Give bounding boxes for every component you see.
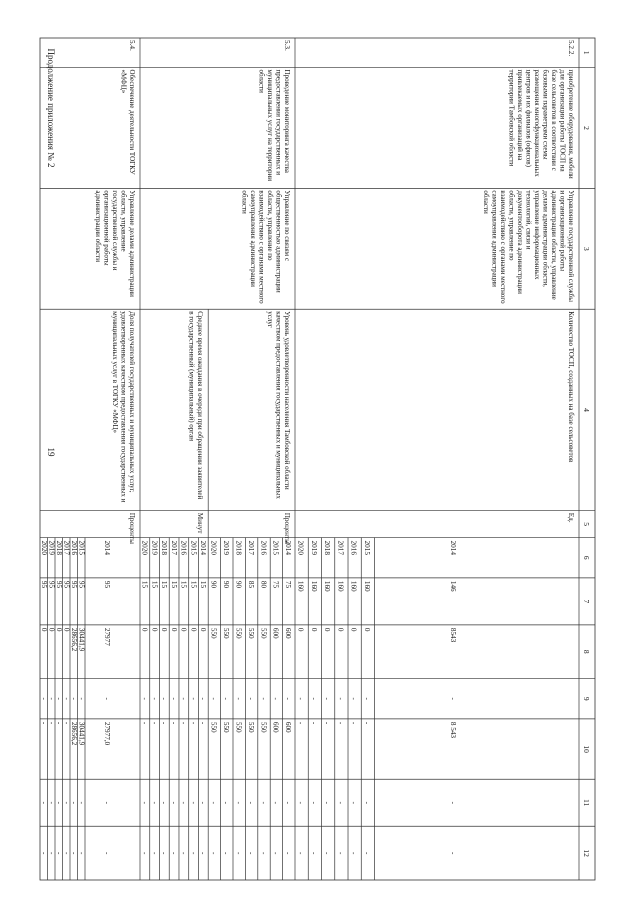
- executor-text: технологий, связи и: [524, 190, 533, 250]
- column-header-12: 12: [582, 849, 591, 857]
- executor-text: области: [482, 190, 490, 214]
- year-cell: 2015: [271, 540, 280, 555]
- value-cell: 160: [362, 580, 371, 592]
- total-cell: 550: [246, 627, 255, 639]
- row-number-5-3: 5.3.: [283, 40, 291, 51]
- total-cell: 0: [323, 627, 332, 632]
- column-header-7: 7: [582, 599, 591, 604]
- cell-c10: 550: [234, 721, 243, 733]
- cell-c11: -: [296, 801, 305, 804]
- row-number-5-4: 5.4.: [128, 40, 136, 51]
- cell-c10: -: [336, 721, 345, 725]
- cell-c9: -: [284, 697, 293, 700]
- value-cell: 160: [336, 580, 345, 592]
- cell-c12: -: [55, 851, 64, 855]
- cell-c12: -: [179, 851, 188, 855]
- column-header-6: 6: [582, 555, 591, 560]
- indicator-text: муниципальных услуг в ТОГКУ «МФЦ»: [111, 311, 119, 434]
- continuation-label: Продолжение приложения № 2: [46, 48, 56, 168]
- page-number: 19: [46, 447, 56, 457]
- year-cell: 2019: [150, 540, 159, 555]
- cell-c12: -: [246, 851, 255, 855]
- executor-text: области, управление: [119, 190, 128, 252]
- total-cell: 550: [222, 627, 231, 639]
- measure-text: предоставления государственных и: [274, 69, 283, 176]
- year-cell: 2017: [246, 540, 255, 555]
- cell-c12: -: [259, 851, 268, 855]
- value-cell: 160: [323, 580, 332, 592]
- year-cell: 2019: [47, 540, 56, 555]
- year-cell: 2018: [55, 540, 64, 555]
- cell-c11: -: [77, 801, 86, 804]
- executor-text: взаимодействию с органами местного: [499, 190, 507, 304]
- cell-c12: -: [199, 851, 208, 855]
- cell-c10: -: [62, 721, 71, 725]
- cell-c11: -: [349, 801, 358, 804]
- base-total: 8543: [449, 627, 458, 643]
- executor-text: самоуправления администрации: [249, 190, 257, 287]
- total-cell: 0: [40, 627, 49, 632]
- value-cell: 95: [77, 580, 86, 589]
- cell-c9: -: [259, 697, 268, 700]
- cell-c12: -: [271, 851, 280, 855]
- cell-c10: -: [323, 721, 332, 725]
- cell-c9: -: [199, 697, 208, 700]
- year-cell: 2017: [169, 540, 178, 555]
- cell-c11: -: [222, 801, 231, 804]
- cell-c12: -: [160, 851, 169, 855]
- value-cell: 15: [199, 580, 208, 589]
- value-cell: 95: [62, 580, 71, 589]
- value-cell: 15: [189, 580, 198, 589]
- executor-text: и организационной работы: [558, 190, 567, 272]
- cell-c9: -: [336, 697, 345, 700]
- cell-c12: -: [140, 851, 149, 855]
- total-cell: 0: [150, 627, 159, 632]
- indicator2-text: в государственный (муниципальный) орган: [187, 311, 196, 442]
- cell-c12: -: [189, 851, 198, 855]
- cell-c12: -: [77, 851, 86, 855]
- unit2-text: Минут: [196, 512, 205, 534]
- base-c11: -: [103, 801, 111, 804]
- value-cell: 95: [70, 580, 79, 589]
- indicator-text: Уровень удовлетворенности населения Тамбовской области: [283, 311, 291, 490]
- total-cell: 600: [284, 627, 293, 639]
- base-value: 95: [103, 580, 111, 589]
- cell-c12: -: [62, 851, 71, 855]
- cell-c10: 30441,9: [77, 721, 86, 746]
- base-c12: -: [103, 851, 111, 855]
- continuation-group: [46, 48, 56, 167]
- cell-c9: -: [70, 697, 79, 700]
- total-cell: 0: [140, 627, 149, 632]
- total-cell: 0: [160, 627, 169, 632]
- executor-text: администрации области, управление: [550, 190, 558, 300]
- year-cell: 2017: [62, 540, 71, 555]
- cell-c11: -: [234, 801, 243, 804]
- cell-c9: -: [271, 697, 280, 700]
- column-header-3: 3: [582, 246, 591, 251]
- cell-c9: -: [179, 697, 188, 700]
- cell-c10: -: [199, 721, 208, 725]
- total-cell: 0: [55, 627, 64, 632]
- cell-c9: -: [169, 697, 178, 700]
- total-cell: 28656,2: [70, 627, 79, 652]
- cell-c10: 600: [284, 721, 293, 733]
- column-header-1: 1: [582, 50, 591, 55]
- cell-c9: -: [160, 697, 169, 700]
- cell-c12: -: [47, 851, 56, 855]
- executor-text: общественностью администрации: [274, 190, 283, 293]
- year-cell: 2015: [189, 540, 198, 555]
- year-cell: 2016: [259, 540, 268, 555]
- total-cell: 0: [169, 627, 178, 632]
- total-cell: 0: [189, 627, 198, 632]
- cell-c9: -: [140, 697, 149, 700]
- cell-c10: -: [150, 721, 159, 725]
- executor-text: организационной работы: [102, 190, 111, 266]
- year-cell: 2018: [160, 540, 169, 555]
- executor-text: Управление государственной службы: [567, 190, 575, 302]
- total-cell: 550: [259, 627, 268, 639]
- cell-c12: -: [169, 851, 178, 855]
- unit-text: Ед.: [567, 512, 575, 523]
- column-header-4: 4: [582, 408, 591, 412]
- value-cell: 90: [209, 580, 218, 589]
- executor-text: взаимодействию с органами местного: [257, 190, 266, 304]
- executor-text: самоуправления администрации: [490, 190, 499, 287]
- cell-c12: -: [234, 851, 243, 855]
- total-cell: 600: [271, 627, 280, 639]
- cell-c9: -: [362, 697, 371, 700]
- measure-text: «МФЦ»: [119, 69, 128, 94]
- executor-text: области, управление по: [507, 190, 516, 261]
- cell-c11: -: [189, 801, 198, 804]
- cell-c12: -: [209, 851, 218, 855]
- cell-c10: -: [362, 721, 371, 725]
- base-value: 146: [449, 580, 458, 592]
- indicator-text: качеством предоставления государственных и муниципальных: [274, 311, 283, 499]
- value-cell: 160: [309, 580, 318, 592]
- cell-c10: 550: [222, 721, 231, 733]
- cell-c10: 550: [259, 721, 268, 733]
- measure-text: Проведение мониторинга качества: [283, 69, 291, 173]
- executor-text: области: [240, 190, 249, 214]
- executor-text: Управление по связям с: [283, 190, 291, 262]
- cell-c10: -: [349, 721, 358, 725]
- cell-c11: -: [55, 801, 64, 804]
- value-cell: 75: [284, 580, 293, 589]
- cell-c9: -: [209, 697, 218, 700]
- executor-text: области, управление по: [266, 190, 274, 261]
- measure-text: для организации работы ТОСП на: [558, 69, 567, 172]
- cell-c11: -: [271, 801, 280, 804]
- cell-c9: -: [150, 697, 159, 700]
- executor-text: документооборота администрации: [516, 190, 524, 294]
- value-cell: 90: [222, 580, 231, 589]
- executor-text: Управление делами администрации: [128, 190, 136, 297]
- page-number-group: [46, 448, 56, 458]
- cell-c10: -: [179, 721, 188, 725]
- base-c12: -: [449, 851, 458, 855]
- cell-c10: -: [47, 721, 56, 725]
- cell-c12: -: [222, 851, 231, 855]
- cell-c9: -: [309, 697, 318, 700]
- measure-text: центров и их филиалов (офисов): [524, 69, 533, 167]
- cell-c12: -: [296, 851, 305, 855]
- cell-c11: -: [209, 801, 218, 804]
- cell-c12: -: [284, 851, 293, 855]
- cell-c9: -: [189, 697, 198, 700]
- cell-c9: -: [222, 697, 231, 700]
- total-cell: 0: [62, 627, 71, 632]
- cell-c10: -: [296, 721, 305, 725]
- cell-c11: -: [336, 801, 345, 804]
- year-cell: 2016: [179, 540, 188, 555]
- total-cell: 0: [362, 627, 371, 632]
- unit-text: Проценты: [283, 512, 291, 544]
- year-cell: 2014: [284, 540, 293, 555]
- row-number-5-2-2: 5.2.2.: [567, 40, 575, 57]
- unit-text: Проценты: [128, 512, 136, 544]
- base-c10: 8 543: [449, 721, 458, 739]
- total-cell: 0: [309, 627, 318, 632]
- year-cell: 2018: [234, 540, 243, 555]
- cell-c12: -: [309, 851, 318, 855]
- column-header-9: 9: [582, 696, 591, 701]
- value-cell: 80: [259, 580, 268, 589]
- cell-c9: -: [47, 697, 56, 700]
- value-cell: 95: [40, 580, 49, 589]
- cell-c10: 550: [246, 721, 255, 733]
- cell-c11: -: [284, 801, 293, 804]
- total-cell: 0: [336, 627, 345, 632]
- base-c11: -: [449, 801, 458, 804]
- cell-c9: -: [349, 697, 358, 700]
- base-year: 2014: [103, 540, 111, 555]
- value-cell: 15: [150, 580, 159, 589]
- cell-c10: 600: [271, 721, 280, 733]
- year-cell: 2014: [199, 540, 208, 555]
- year-cell: 2018: [323, 540, 332, 555]
- year-cell: 2020: [140, 540, 149, 555]
- year-cell: 2016: [70, 540, 79, 555]
- value-cell: 95: [55, 580, 64, 589]
- cell-c10: -: [160, 721, 169, 725]
- cell-c9: -: [296, 697, 305, 700]
- cell-c10: -: [189, 721, 198, 725]
- year-cell: 2015: [77, 540, 86, 555]
- cell-c12: -: [150, 851, 159, 855]
- year-cell: 2016: [349, 540, 358, 555]
- executor-text: управление информационных: [533, 190, 541, 280]
- cell-c10: -: [55, 721, 64, 725]
- year-cell: 2019: [309, 540, 318, 555]
- year-cell: 2019: [222, 540, 231, 555]
- measure-text: приобретение оборудования, мебели: [567, 69, 575, 179]
- value-cell: 160: [296, 580, 305, 592]
- value-cell: 15: [169, 580, 178, 589]
- measure-text: базе сельсоветов в соответствии с: [550, 69, 558, 171]
- base-year: 2014: [449, 540, 458, 555]
- cell-c12: -: [323, 851, 332, 855]
- cell-c11: -: [169, 801, 178, 804]
- cell-c9: -: [62, 697, 71, 700]
- year-cell: 2017: [336, 540, 345, 555]
- measure-text: Обеспечение деятельности ТОГКУ: [128, 69, 136, 175]
- value-cell: 95: [47, 580, 56, 589]
- cell-c11: -: [47, 801, 56, 804]
- value-cell: 15: [179, 580, 188, 589]
- cell-c10: 550: [209, 721, 218, 733]
- total-cell: 0: [349, 627, 358, 632]
- measure-text: базовыми параметрами схемы: [541, 69, 550, 160]
- total-cell: 0: [47, 627, 56, 632]
- indicator-text: удовлетворенных качеством предоставления государственных и: [119, 311, 128, 503]
- indicator-text: услуг: [266, 311, 274, 328]
- column-header-10: 10: [582, 745, 591, 753]
- value-cell: 85: [246, 580, 255, 589]
- total-cell: 0: [296, 627, 305, 632]
- cell-c10: -: [169, 721, 178, 725]
- cell-c11: -: [246, 801, 255, 804]
- cell-c12: -: [349, 851, 358, 855]
- column-header-2: 2: [582, 126, 591, 130]
- cell-c9: -: [246, 697, 255, 700]
- cell-c9: -: [323, 697, 332, 700]
- column-header-11: 11: [582, 799, 591, 807]
- value-cell: 15: [140, 580, 149, 589]
- cell-c9: -: [55, 697, 64, 700]
- cell-c11: -: [160, 801, 169, 804]
- indicator-text: Доля получателей государственных и муниципальных услуг,: [128, 311, 136, 493]
- cell-c11: -: [40, 801, 49, 804]
- cell-c12: -: [40, 851, 49, 855]
- total-cell: 0: [179, 627, 188, 632]
- total-cell: 550: [234, 627, 243, 639]
- base-c10: 27977,0: [103, 721, 111, 746]
- total-cell: 550: [209, 627, 218, 639]
- executor-text: администрации области: [94, 190, 102, 262]
- cell-c11: -: [362, 801, 371, 804]
- base-c9: -: [449, 697, 458, 700]
- cell-c9: -: [40, 697, 49, 700]
- cell-c11: -: [150, 801, 159, 804]
- value-cell: 15: [160, 580, 169, 589]
- cell-c9: -: [77, 697, 86, 700]
- cell-c11: -: [309, 801, 318, 804]
- cell-c11: -: [259, 801, 268, 804]
- total-cell: 0: [199, 627, 208, 632]
- cell-c10: -: [140, 721, 149, 725]
- measure-text: муниципальных услуг на территории: [266, 69, 274, 181]
- cell-c11: -: [62, 801, 71, 804]
- base-c9: -: [103, 697, 111, 700]
- executor-text: государственной службы и: [111, 190, 119, 271]
- cell-c11: -: [179, 801, 188, 804]
- base-total: 27977: [103, 627, 111, 646]
- cell-c11: -: [323, 801, 332, 804]
- column-header-8: 8: [582, 649, 591, 654]
- cell-c10: 28656,2: [70, 721, 79, 746]
- year-cell: 2020: [296, 540, 305, 555]
- executor-text: делами администрации области,: [541, 190, 550, 287]
- indicator-text: Количество ТОСП, созданных на базе сельсоветов: [567, 311, 575, 463]
- indicator2-text: Среднее время ожидания в очереди при обращении заявителей: [196, 311, 205, 500]
- cell-c9: -: [234, 697, 243, 700]
- measure-text: области: [257, 69, 266, 93]
- value-cell: 160: [349, 580, 358, 592]
- cell-c11: -: [140, 801, 149, 804]
- cell-c12: -: [70, 851, 79, 855]
- cell-c10: -: [309, 721, 318, 725]
- value-cell: 90: [234, 580, 243, 589]
- column-header-5: 5: [582, 522, 591, 527]
- year-cell: 2020: [40, 540, 49, 555]
- year-cell: 2020: [209, 540, 218, 555]
- measure-text: размещения многофункциональных: [533, 69, 541, 177]
- total-cell: 30441,9: [77, 627, 86, 652]
- year-cell: 2015: [362, 540, 371, 555]
- measure-text: территории Тамбовской области: [507, 69, 516, 167]
- cell-c11: -: [199, 801, 208, 804]
- value-cell: 75: [271, 580, 280, 589]
- measure-text: привлекаемых организаций на: [516, 69, 524, 161]
- cell-c12: -: [336, 851, 345, 855]
- cell-c11: -: [70, 801, 79, 804]
- cell-c10: -: [40, 721, 49, 725]
- cell-c12: -: [362, 851, 371, 855]
